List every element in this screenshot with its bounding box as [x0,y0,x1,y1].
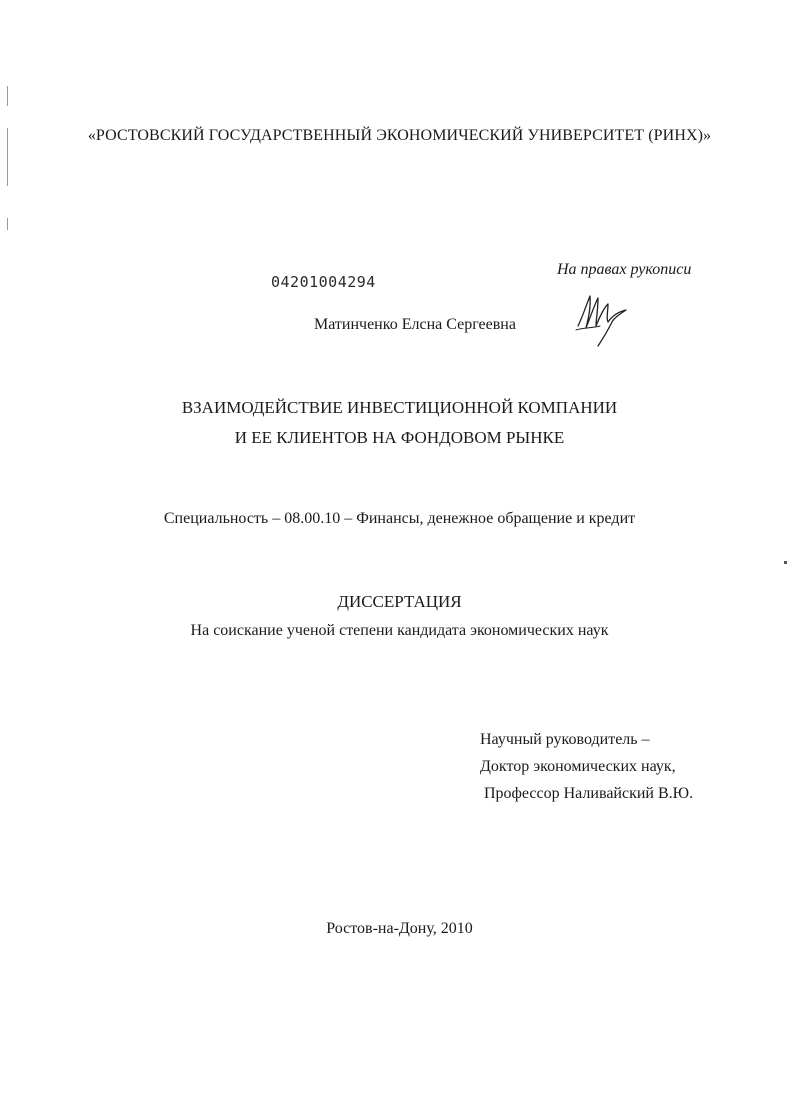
thesis-title-line-1: ВЗАИМОДЕЙСТВИЕ ИНВЕСТИЦИОННОЙ КОМПАНИИ [181,398,618,417]
city-year: Ростов-на-Дону, 2010 [326,920,473,937]
signature-image [572,288,632,348]
supervisor-degree: Доктор экономических наук, [480,758,676,775]
author-name: Матинченко Елсна Сергеевна [314,316,516,333]
supervisor-role: Научный руководитель – [480,731,650,748]
degree-line: На соискание ученой степени кандидата экономических наук [190,622,609,639]
scan-mark [7,218,8,230]
university-name: «РОСТОВСКИЙ ГОСУДАРСТВЕННЫЙ ЭКОНОМИЧЕСКИЙ УНИВЕРСИТЕТ (РИНХ)» [87,127,712,144]
document-type: ДИССЕРТАЦИЯ [337,592,462,611]
manuscript-note: На правах рукописи [557,261,692,278]
supervisor-name: Профессор Наливайский В.Ю. [484,785,694,802]
document-number: 04201004294 [271,273,376,291]
scan-mark [784,561,787,564]
scan-mark [7,86,8,106]
specialty-line: Специальность – 08.00.10 – Финансы, денежное обращение и кредит [163,510,636,527]
thesis-title-line-2: И ЕЕ КЛИЕНТОВ НА ФОНДОВОМ РЫНКЕ [234,428,565,447]
